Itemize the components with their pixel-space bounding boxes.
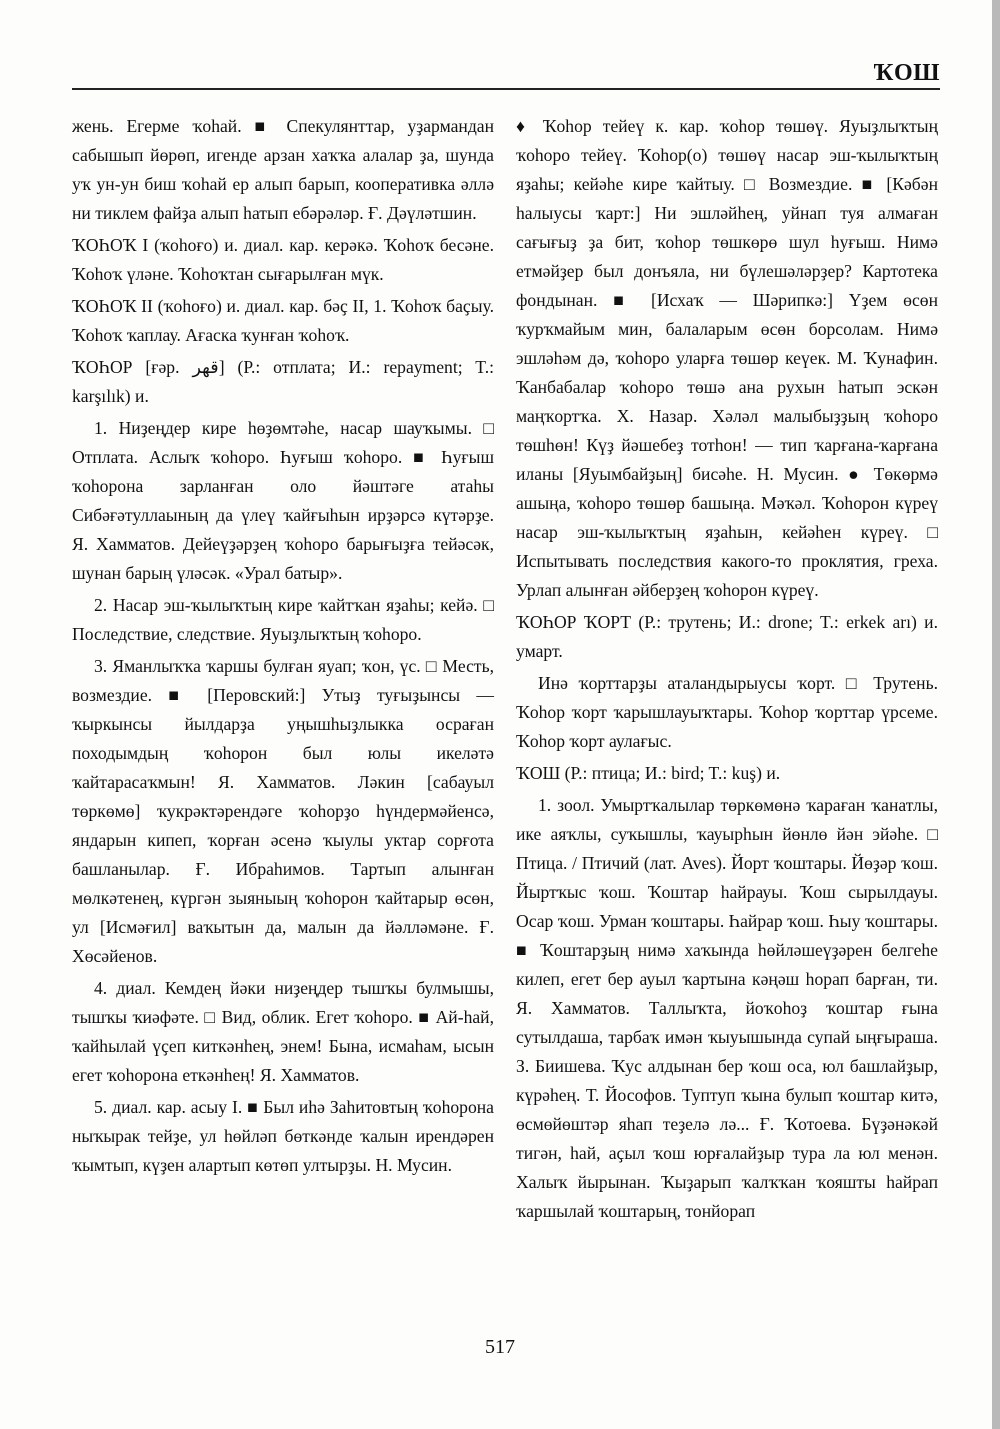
entry-sense: 1. Ниҙеңдер кире һөҙөмтәһе, насар шауҡымы. □ Отплата. Аслыҡ ҡоһоро. Һуғыш ҡоһоро. ■ Һуғыш ҡоһорона зарланған оло йәштәге атаһы Сибәғәтуллаының да үлеү ҡайғыһын ирҙәрсә күтәрҙе. Я. Хамматов. Дейеүҙәрҙең ҡоһоро барығыҙға тейәсәк, шунан барың үләсәк. «Урал батыр». [72,418,494,583]
entry-sense: 4. диал. Кемдең йәки ниҙеңдер тышҡы булмышы, тышҡы ҡиәфәте. □ Вид, облик. Егет ҡоһоро. ■ Ай-һай, ҡайһылай үҫеп киткәнһең, энем! Бына, исмаһам, ысын егет ҡоһорона еткәнһең! Я. Хамматов. [72,978,494,1085]
dictionary-entry: ҠОҺОҠ I (ҡоһоғо) и. диал. кар. керәкә. Ҡоһоҡ бесәне. Ҡоһоҡ үләне. Ҡоһоҡтан сығарылған мүк. [72,235,494,284]
dictionary-entry: ҠОШ (Р.: птица; И.: bird; T.: kuş) и. [516,763,781,783]
right-column [516,112,938,1226]
entry-sense: 5. диал. кар. асыу I. ■ Был иһә Заһитовтың ҡоһорона ныҡырак тейҙе, ул һөйләп бөткәнде ҡалын ирендәрен ҡымтып, күҙен алартып көтөп ултырҙы. Н. Мусин. [72,1097,494,1175]
page-number: 517 [485,1336,515,1358]
entry-continuation: жень. Егерме ҡоһай. ■ Спекулянттар, уҙармандан сабышып йөрөп, игенде арзан хаҡҡа алалар ҙа, шунда уҡ ун-ун биш ҡоһай ер алып барып, кооперативка әллә ни тиклем файҙа алып һатып ебәрәләр. Ғ. Дәүләтшин. [72,116,494,223]
scan-edge [992,0,1000,1429]
dictionary-entry: ҠОҺОР ҠОРТ (Р.: трутень; И.: drone; T.: erkek arı) и. умарт. [516,612,938,661]
left-column [72,112,494,1180]
running-head: ҠОШ [873,60,940,86]
entry-sense: Инә ҡорттарҙы аталандырыусы ҡорт. □ Трутень. Ҡоһор ҡорт ҡарышлауыҡтары. Ҡоһор ҡорттар үрсеме. Ҡоһор ҡорт аулағыс. [516,673,938,751]
entry-sense: 1. зоол. Умыртҡалылар төркөмөнә ҡараған ҡанатлы, ике аяҡлы, суҡышлы, ҡауырһын йөнлө йән эйәһе. □ Птица. / Птичий (лат. Aves). Йорт ҡоштары. Йөҙәр ҡош. Йыртҡыс ҡош. Ҡоштар һайрауы. Ҡош сырылдауы. Осар ҡош. Урман ҡоштары. Һайрар ҡош. Һыу ҡоштары. ■ Ҡоштарҙың нимә хаҡында һөйләшеүҙәрен белгеһе килеп, егет бер ауыл ҡартына кәңәш һорап барған, ти. Я. Хамматов. Таллыҡта, йоҡоһоҙ ҡоштар ғына сутылдаша, тарбаҡ имән ҡыуышында супай ыңғыраша. З. Биишева. Ҡус алдынан бер ҡош оса, юл башлайҙыр, күрәһең. Т. Йософов. Туптуп ҡына булып ҡоштар китә, өсмөйөштәр яһап теҙелә лә... Ғ. Ҡотоева. Бүҙәнәкәй тигән, һай, аҫыл ҡош юрғалайҙыр тура ла юл менән. Халыҡ йырынан. Ҡыҙарып ҡалҡҡан ҡояшты һайрап ҡаршылай ҡоштарың, тонйорап [516,795,938,1221]
entry-sense: 3. Яманлыҡҡа ҡаршы булған яуап; ҡон, үс. □ Месть, возмездие. ■ [Перовский:] Утыҙ туғыҙынсы — ҡыркынсы йылдарҙа уңышһыҙлыкка осраған походымдың ҡоһорон был юлы икеләтә ҡайтарасаҡмын! Я. Хамматов. Ләкин [сабауыл төркөмө] ҡукрәктәрендәге ҡоһорҙо һүндермәйенсә, яндарын кипеп, ҡорған әсенә ҡыулы уктар сорғота башланылар. Ғ. Ибраһимов. Тартып алынған мөлкәтенең, күргән зыяныың ҡоһорон ҡайтарыр өсөн, ул [Исмәғил] ваҡытын да, малын да йәлләмәне. Ғ. Хөсәйенов. [72,656,494,966]
entry-sense: 2. Насар эш-ҡылыҡтың кире ҡайтҡан яҙаһы; кейә. □ Последствие, следствие. Яуыҙлыҡтың ҡоһоро. [72,595,494,644]
dictionary-entry: ҠОҺОҠ II (ҡоһоғо) и. диал. кар. бәҫ II, 1. Ҡоһоҡ баҫыу. Ҡоһоҡ ҡаплау. Ағаска ҡунған ҡоһоҡ. [72,296,494,345]
idiom-block: ♦ Ҡоһор тейеү к. кар. ҡоһор төшөү. Яуыҙлыҡтың ҡоһоро тейеү. Ҡоһор(о) төшөү насар эш-ҡылыҡтың яҙаһы; кейәһе кире ҡайтыу. □ Возмездие. ■ [Кәбән һалыусы ҡарт:] Ни эшләйһең, уйнап туя алмаған сағығыҙ ҙа бит, ҡоһор төшкөрө шул һуғыш. Нимә етмәйҙер был донъяла, ни бүлешәләрҙер? Картотека фондынан. ■ [Исхаҡ — Шәрипкә:] Үҙем өсөн ҡурҡмайым мин, балаларым өсөн борсолам. Нимә эшләһәм дә, ҡоһоро уларға төшөр кеүек. М. Ҡунафин. Ҡанбабалар ҡоһоро төшә ана рухын һатып эскән маңҡортҡа. Х. Назар. Хәләл малыбыҙҙың ҡоһоро төшһөн! Күҙ йәшебеҙ тотһон! — тип ҡарғана-ҡарғана иланы [Яуымбайҙың] бисәһе. Н. Мусин. ● Төкөрмә ашыңа, ҡоһоро төшөр башыңа. Мәҡәл. Ҡоһорон күреү насар эш-ҡылыҡтың яҙаһын, кейәһен күреү. □ Испытывать последствия какого-то проклятия, греха. Урлап алынған әйберҙең ҡоһорон күреү. [516,116,938,600]
header-rule [72,88,940,90]
dictionary-entry: ҠОҺОР [ғәр. قهر] (Р.: отплата; И.: repayment; T.: karşılık) и. [72,357,494,406]
